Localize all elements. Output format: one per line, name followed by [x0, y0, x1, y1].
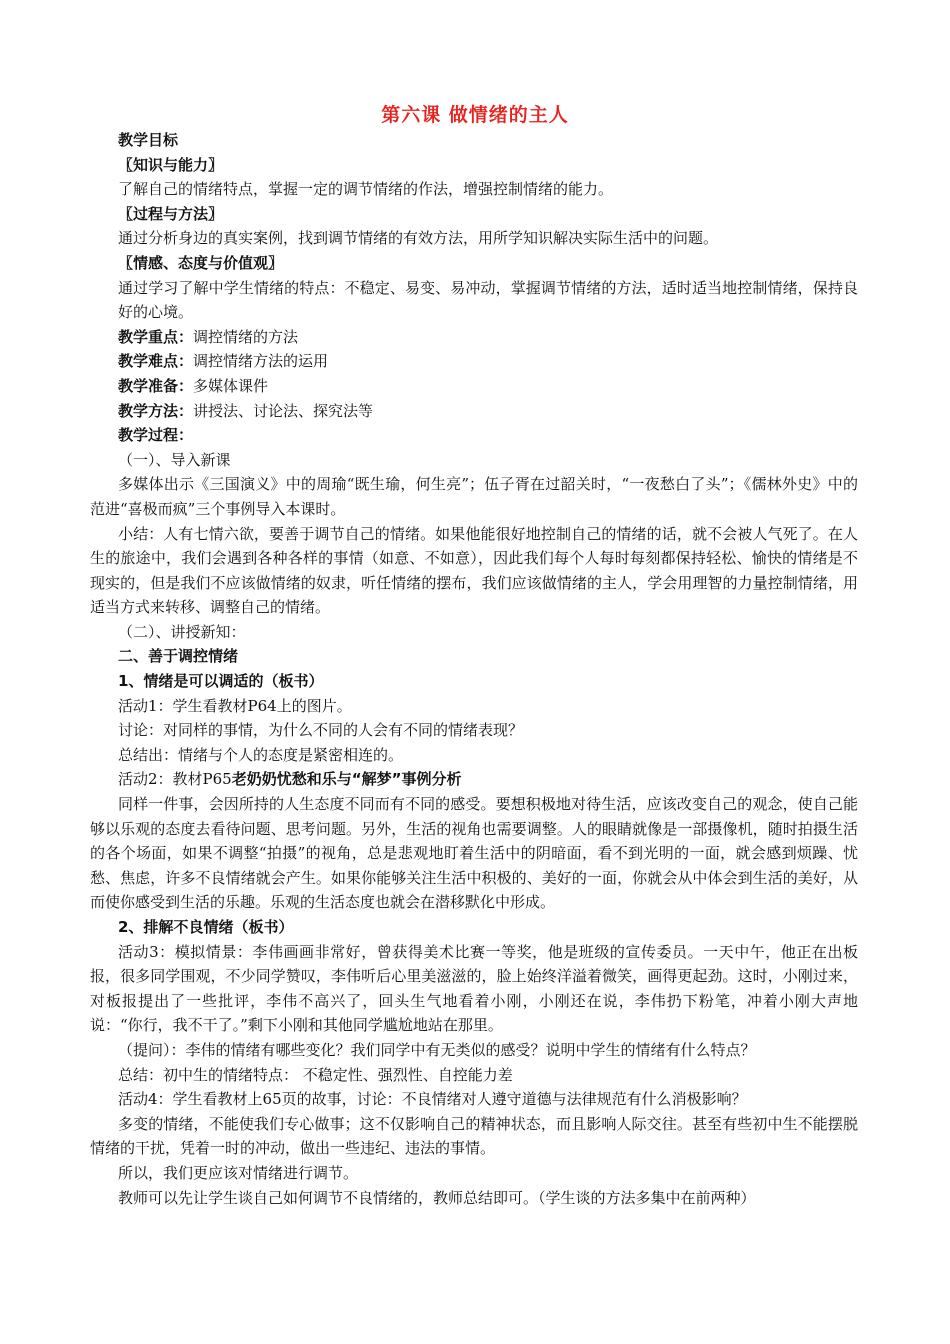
activity2 [118, 767, 858, 792]
process-method-text: 通过分析身边的真实案例，找到调节情绪的有效方法，用所学知识解决实际生活中的问题。 [118, 229, 719, 248]
difficulty-label: 教学难点： [118, 352, 194, 371]
goals-heading: 教学目标 [118, 131, 179, 149]
part1-text: 多媒体出示《三国演义》中的周瑜“既生瑜，何生亮”；伍子胥在过韶关时，“一夜愁白了头”；《儒林外史》中的范进“喜极而疯”三个事例导入本课时。 [90, 475, 858, 518]
sub1-title: 1、情绪是可以调适的（板书） [118, 672, 324, 691]
key-point [118, 325, 858, 350]
sub2-paragraph3: 教师可以先让学生谈自己如何调节不良情绪的，教师总结即可。（学生谈的方法多集中在前两种） [118, 1188, 756, 1207]
part1-summary: 小结：人有七情六欲，要善于调节自己的情绪。如果他能很好地控制自己的情绪的话，就不会被人气死了。在人生的旅途中，我们会遇到各种各样的事情（如意、不如意），因此我们每个人每时每刻都保持轻松、愉快的情绪是不现实的，但是我们不应该做情绪的奴隶，听任情绪的摆布，我们应该做情绪的主人，学会用理智的力量控制情绪，用适当方式来转移、调整自己的情绪。 [90, 524, 858, 617]
process-heading: 教学过程： [118, 426, 194, 445]
part1-heading: （一）、导入新课 [118, 450, 231, 469]
section-title: 二、善于调控情绪 [118, 647, 239, 666]
sub2-paragraph2: 所以，我们更应该对情绪进行调节。 [118, 1163, 359, 1182]
activity4: 活动4：学生看教材上65页的故事，讨论：不良情绪对人遵守道德与法律规范有什么消极影响？ [118, 1090, 747, 1109]
knowledge-text: 了解自己的情绪特点，掌握一定的调节情绪的作法，增强控制情绪的能力。 [118, 180, 614, 199]
attitude-text [90, 276, 858, 325]
discussion: 讨论：对同样的事情，为什么不同的人会有不同的情绪表现？ [118, 721, 524, 740]
difficulty-text: 调控情绪方法的运用 [193, 352, 329, 371]
sub1-paragraph: 同样一件事，会因所持的人生态度不同而有不同的感受。要想积极地对待生活，应该改变自己的观念，使自己能够以乐观的态度去看待问题、思考问题。另外，生活的视角也需要调整。人的眼睛就像是一部摄像机，随时拍摄生活的各个场面，如果不调整“拍摄”的视角，总是悲观地盯着生活中的阴暗面，看不到光明的一面，就会感到烦躁、忧愁、焦虑，许多不良情绪就会产生。如果你能够关注生活中积极的、美好的一面，你就会从中体会到生活的美好，从而使你感受到生活的乐趣。乐观的生活态度也就会在潜移默化中形成。 [90, 795, 858, 912]
method-text: 讲授法、讨论法、探究法等 [193, 401, 374, 420]
activity3: 活动3：模拟情景：李伟画画非常好，曾获得美术比赛一等奖，他是班级的宣传委员。一天中午，他正在出板报，很多同学围观，不少同学赞叹，李伟听后心里美滋滋的，脸上始终洋溢着微笑，画得更起劲。这时，小刚过来，对板报提出了一些批评，李伟不高兴了，回头生气地看着小刚，小刚还在说，李伟扔下粉笔，冲着小刚大声地说：“你行，我不干了。”剩下小刚和其他同学尴尬地站在那里。 [90, 942, 858, 1035]
preparation-label: 教学准备： [118, 376, 194, 395]
method [118, 399, 858, 424]
activity2-prefix: 活动2：教材P65 [118, 770, 232, 789]
preparation [118, 374, 858, 399]
key-point-label: 教学重点： [118, 327, 194, 346]
sub2-paragraph1: 多变的情绪，不能使我们专心做事；这不仅影响自己的精神状态，而且影响人际交往。甚至有些初中生不能摆脱情绪的干扰，凭着一时的冲动，做出一些违纪、违法的事情。 [90, 1114, 858, 1158]
document-body [90, 128, 858, 1210]
method-label: 教学方法： [118, 401, 194, 420]
difficulty [118, 349, 858, 374]
conclusion: 总结出：情绪与个人的态度是紧密相连的。 [118, 745, 404, 764]
attitude-heading: 〖情感、态度与价值观〗 [118, 253, 284, 272]
process-method-heading: 〖过程与方法〗 [118, 204, 224, 223]
attitude-text-content: 通过学习了解中学生情绪的特点：不稳定、易变、易冲动，掌握调节情绪的方法，适时适当地控制情绪，保持良好的心境。 [118, 278, 858, 322]
sub2-title: 2、排解不良情绪（板书） [118, 918, 294, 936]
lesson-title: 第六课 做情绪的主人 [381, 104, 569, 126]
activity2-bold: 老奶奶忧愁和乐与“解梦”事例分析 [231, 770, 462, 789]
key-point-text: 调控情绪的方法 [193, 327, 299, 346]
knowledge-heading: 〖知识与能力〗 [118, 155, 224, 174]
question: （提问）：李伟的情绪有哪些变化？我们同学中有无类似的感受？说明中学生的情绪有什么特点？ [118, 1040, 756, 1059]
activity1: 活动1：学生看教材P64上的图片。 [118, 696, 352, 715]
preparation-text: 多媒体课件 [193, 376, 269, 395]
part2-heading: （二）、讲授新知： [118, 622, 246, 641]
sub2-summary: 总结：初中生的情绪特点： 不稳定性、强烈性、自控能力差 [118, 1065, 513, 1084]
